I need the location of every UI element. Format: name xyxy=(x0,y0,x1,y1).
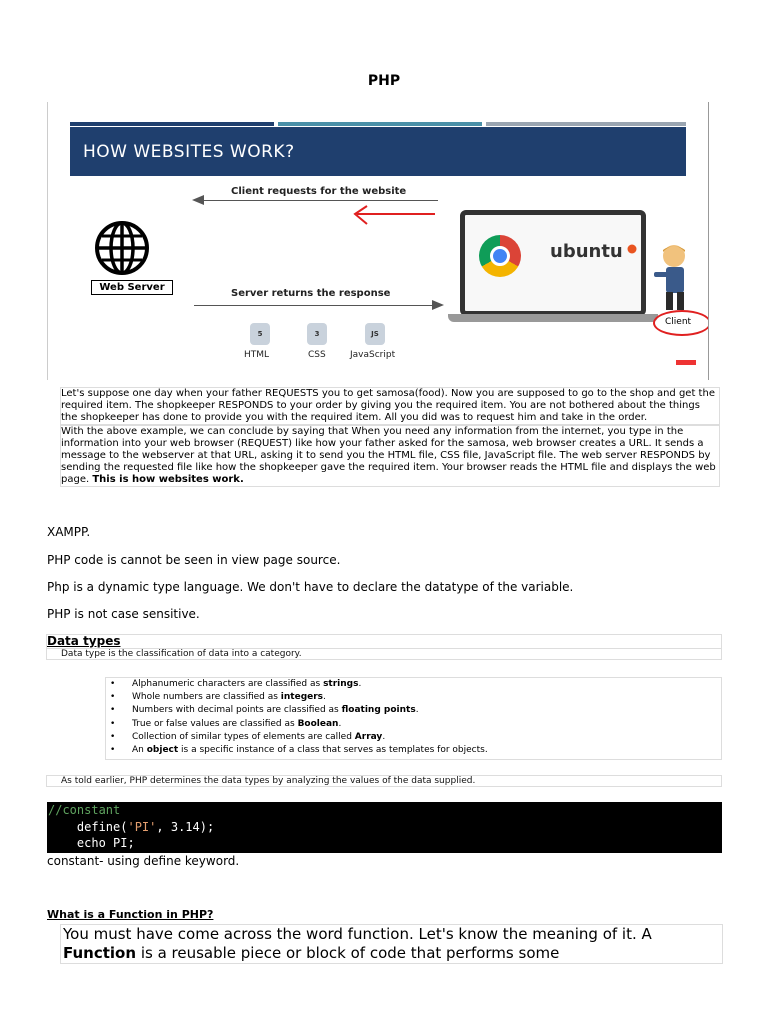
laptop-base xyxy=(448,314,658,322)
chrome-icon xyxy=(479,235,521,277)
response-arrow-line xyxy=(194,305,434,306)
slide-banner xyxy=(70,127,686,176)
list-item: • Alphanumeric characters are classified as strings. xyxy=(106,678,721,691)
code-line-echo: echo PI; xyxy=(48,836,135,850)
dynamic-type-line: Php is a dynamic type language. We don't have to declare the datatype of the variable. xyxy=(47,580,574,594)
data-types-definition: Data type is the classification of data into a category. xyxy=(46,648,722,660)
intro-conclusion: This is how websites work. xyxy=(92,474,244,485)
red-mark xyxy=(676,360,696,365)
page-title: PHP xyxy=(367,73,401,89)
request-arrow-line xyxy=(198,200,438,201)
ubuntu-label: ubuntu xyxy=(550,241,623,262)
list-item: • Numbers with decimal points are classified as floating points. xyxy=(106,704,721,717)
laptop-screen xyxy=(460,210,646,316)
case-sensitive-line: PHP is not case sensitive. xyxy=(47,607,200,621)
function-term: Function xyxy=(63,944,137,962)
javascript-icon: JS xyxy=(365,323,385,345)
list-item: • True or false values are classified as Boolean. xyxy=(106,718,721,731)
code-line-define: define('PI', 3.14); xyxy=(48,819,215,834)
slide-rule-middle xyxy=(278,122,482,126)
html-label: HTML xyxy=(244,350,270,360)
data-types-list xyxy=(105,677,722,760)
css3-icon: 3 xyxy=(307,323,327,345)
intro-text xyxy=(60,387,720,487)
function-heading: What is a Function in PHP? xyxy=(47,908,214,921)
intro-paragraph-2: With the above example, we can conclude by saying that When you need any information from the internet, you type in the information into your web browser (REQUEST) like how your father asked for the samosa, web browser creates a URL. It sends a message to the webserver at that URL, asking it to send you the HTML file, CSS file, JavaScript file. The web server RESPONDS by sending the requested file like how the shopkeeper gave the required item. Your browser reads the HTML file and displays the web page. This is how websites work. xyxy=(60,425,720,487)
javascript-label: JavaScript xyxy=(350,350,396,360)
code-block xyxy=(47,802,722,853)
xampp-line: XAMPP. xyxy=(47,525,91,539)
response-label: Server returns the response xyxy=(231,288,391,299)
code-comment: //constant xyxy=(48,803,121,817)
slide-rule-left xyxy=(70,122,274,126)
response-arrowhead-icon xyxy=(432,300,444,310)
intro-paragraph-1: Let's suppose one day when your father REQUESTS you to get samosa(food). Now you are supposed to go to the shop and get the required item. The shopkeeper RESPONDS to your order by giving you the required item. You are not bothered about the things the shopkeeper has done to provide you with the required item. All you did was to request him and take in the order. xyxy=(60,387,720,425)
data-types-heading: Data types xyxy=(46,634,722,649)
constant-note: constant- using define keyword. xyxy=(47,854,240,868)
css-label: CSS xyxy=(308,350,326,360)
client-person-icon xyxy=(652,242,698,312)
client-label: Client xyxy=(665,317,692,327)
list-item: • Whole numbers are classified as integers. xyxy=(106,691,721,704)
how-websites-work-slide xyxy=(47,102,709,380)
function-description: You must have come across the word function. Let's know the meaning of it. A Function is a reusable piece or block of code that performs some xyxy=(60,924,723,964)
red-arrow-icon xyxy=(351,204,437,228)
slide-rule-right xyxy=(486,122,686,126)
ubuntu-logo-icon xyxy=(627,244,637,254)
web-server-label: Web Server xyxy=(91,280,173,295)
html5-icon: 5 xyxy=(250,323,270,345)
slide-banner-text: HOW WEBSITES WORK? xyxy=(83,142,295,162)
web-server-globe-icon xyxy=(94,220,150,276)
request-label: Client requests for the website xyxy=(231,186,407,197)
data-types-note: As told earlier, PHP determines the data types by analyzing the values of the data supplied. xyxy=(46,775,722,787)
list-item: • Collection of similar types of elements are called Array. xyxy=(106,731,721,744)
page-source-line: PHP code is cannot be seen in view page source. xyxy=(47,553,341,567)
list-item: • An object is a specific instance of a class that serves as templates for objects. xyxy=(106,744,721,757)
request-arrowhead-icon xyxy=(192,195,204,205)
